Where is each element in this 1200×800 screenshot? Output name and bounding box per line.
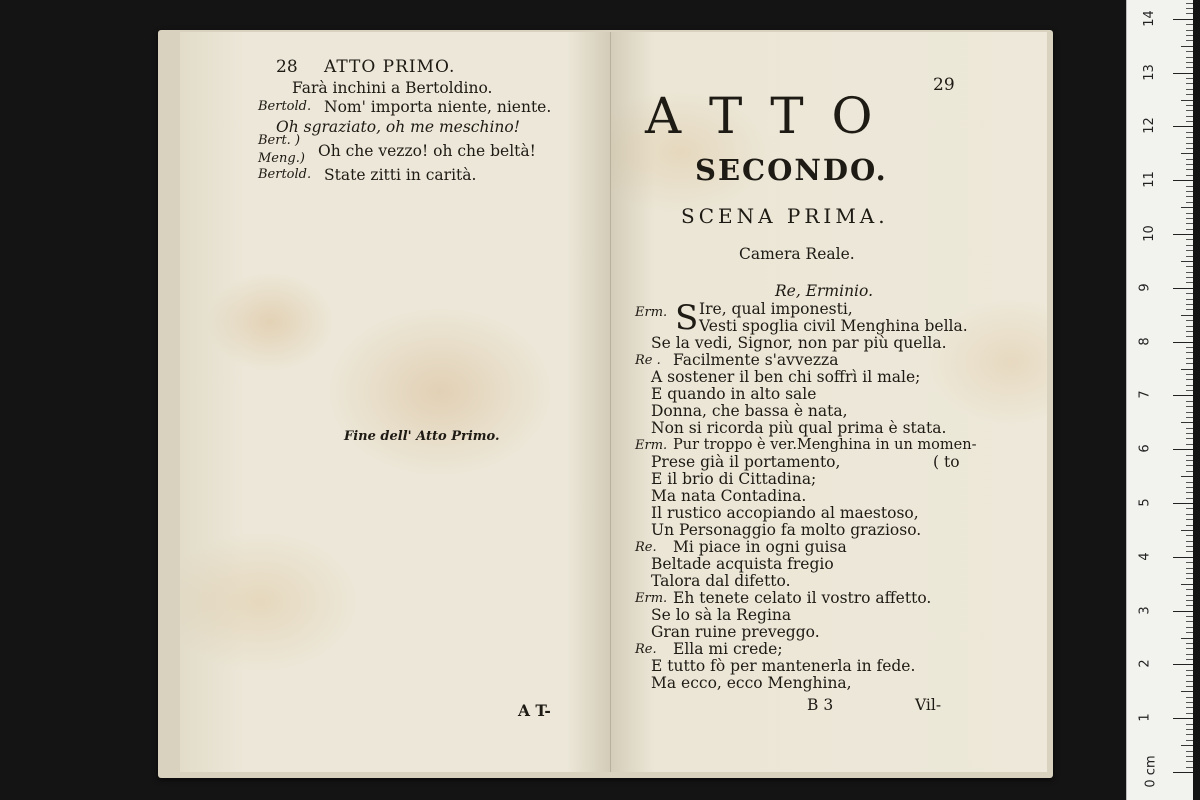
ruler-label: 2 [1137,659,1153,669]
scene-characters: Re, Erminio. [775,282,874,300]
speaker-erm-1: Erm. [635,305,668,320]
dialogue-line-18: Eh tenete celato il vostro affetto. [673,589,932,607]
drop-cap: S [675,298,699,338]
speaker-re-3: Re. [635,642,657,657]
left-running-head: ATTO PRIMO. [324,57,456,77]
left-line-2: Nom' importa niente, niente. [324,98,552,116]
ruler-tick [1186,94,1193,95]
ruler-tick [1186,729,1193,730]
dialogue-line-2: Vesti spoglia civil Menghina bella. [699,317,968,335]
left-line-7: State zitti in carità. [324,166,477,184]
ruler-tick [1186,401,1193,402]
ruler-label: 5 [1137,498,1153,507]
ruler-tick [1186,202,1193,203]
left-speaker-6: Meng.) [258,151,305,166]
ruler-tick [1186,702,1193,703]
speaker-re-2: Re. [635,540,657,555]
measuring-ruler [1126,0,1193,800]
ruler-tick [1186,492,1193,493]
ruler-tick [1181,638,1193,639]
ruler-tick [1186,121,1193,122]
ruler-label: 4 [1137,552,1153,561]
ruler-label: 9 [1137,283,1153,292]
ruler-tick [1186,589,1193,590]
ruler-label: 0 cm [1143,755,1159,788]
ruler-tick [1186,756,1193,757]
ruler-tick [1186,740,1193,741]
dialogue-line-1: Ire, qual imponesti, [699,300,853,318]
ruler-label: 3 [1137,605,1153,615]
dialogue-line-22: E tutto fò per mantenerla in fede. [651,657,916,675]
ruler-tick [1173,73,1193,74]
ruler-tick [1186,648,1193,649]
ruler-tick [1186,482,1193,483]
ruler-tick [1186,379,1193,380]
dialogue-line-3: Se la vedi, Signor, non par più quella. [651,334,947,352]
dialogue-line-12: Ma nata Contadina. [651,487,807,505]
ruler-tick [1186,326,1193,327]
ruler-tick [1186,675,1193,676]
ruler-tick [1186,455,1193,456]
ruler-label: 11 [1141,171,1157,188]
ruler-tick [1186,40,1193,41]
ruler-tick [1186,282,1193,283]
ruler-tick [1186,707,1193,708]
ruler-tick [1186,229,1193,230]
ruler-tick [1186,83,1193,84]
left-speaker-2: Bertold. [258,99,312,114]
ruler-tick [1186,444,1193,445]
ruler-label: 6 [1137,444,1153,453]
ruler-tick [1173,557,1193,558]
ruler-tick [1186,438,1193,439]
left-line-5: Oh che vezzo! oh che beltà! [318,142,536,160]
turnover-text: ( to [933,453,960,471]
ruler-label: 12 [1141,117,1157,135]
ruler-tick [1186,428,1193,429]
ruler-tick [1186,535,1193,536]
ruler-tick [1186,196,1193,197]
ruler-tick [1186,35,1193,36]
ruler-tick [1186,105,1193,106]
ruler-tick [1186,751,1193,752]
ruler-tick [1186,767,1193,768]
ruler-tick [1186,320,1193,321]
left-catchword: A T- [518,701,551,720]
ruler-tick [1186,632,1193,633]
ruler-tick [1186,132,1193,133]
ruler-tick [1186,643,1193,644]
ruler-tick [1186,62,1193,63]
dialogue-line-11: E il brio di Cittadina; [651,470,817,488]
ruler-tick [1186,697,1193,698]
ruler-label: 1 [1137,713,1153,722]
ruler-tick [1186,358,1193,359]
ruler-tick [1186,57,1193,58]
ruler-label: 14 [1141,10,1157,27]
ruler-tick [1186,761,1193,762]
ruler-tick [1186,24,1193,25]
ruler-tick [1186,159,1193,160]
ruler-tick [1186,525,1193,526]
ruler-tick [1186,519,1193,520]
dialogue-line-15: Mi piace in ogni guisa [673,538,847,556]
ruler-tick [1186,621,1193,622]
dialogue-line-21: Ella mi crede; [673,640,783,658]
speaker-re-1: Re . [635,353,661,368]
ruler-tick [1186,734,1193,735]
ruler-tick [1173,288,1193,289]
ruler-tick [1173,772,1193,773]
ruler-label: 8 [1137,336,1153,346]
ruler-tick [1186,8,1193,9]
ruler-tick [1186,724,1193,725]
ruler-tick [1173,395,1193,396]
ruler-tick [1173,503,1193,504]
ruler-tick [1186,78,1193,79]
dialogue-line-20: Gran ruine preveggo. [651,623,820,641]
ruler-tick [1186,568,1193,569]
act-subtitle: SECONDO. [695,153,888,187]
ruler-tick [1186,605,1193,606]
dialogue-line-19: Se lo sà la Regina [651,606,792,624]
ruler-tick [1186,30,1193,31]
ruler-tick [1186,573,1193,574]
dialogue-line-17: Talora dal difetto. [651,572,791,590]
ruler-tick [1186,110,1193,111]
ruler-tick [1186,186,1193,187]
dialogue-line-13: Il rustico accopiando al maestoso, [651,504,919,522]
ruler-tick [1186,277,1193,278]
ruler-tick [1186,169,1193,170]
ruler-tick [1173,342,1193,343]
ruler-tick [1186,551,1193,552]
ruler-tick [1186,293,1193,294]
dialogue-line-23: Ma ecco, ecco Menghina, [651,674,852,692]
ruler-tick [1186,654,1193,655]
dialogue-line-16: Beltade acquista fregio [651,555,834,573]
ruler-tick [1181,207,1193,208]
ruler-tick [1173,180,1193,181]
ruler-tick [1181,315,1193,316]
dialogue-line-8: Non si ricorda più qual prima è stata. [651,419,947,437]
right-page [611,32,1047,772]
ruler-tick [1186,191,1193,192]
dialogue-line-6: E quando in alto sale [651,385,817,403]
ruler-tick [1181,100,1193,101]
right-catchword: Vil- [915,696,942,714]
ruler-tick [1186,374,1193,375]
ruler-tick [1186,385,1193,386]
ruler-tick [1186,272,1193,273]
ruler-tick [1186,514,1193,515]
ruler-tick [1173,718,1193,719]
ruler-tick [1186,406,1193,407]
dialogue-line-4: Facilmente s'avvezza [673,351,839,369]
ruler-tick [1186,116,1193,117]
ruler-tick [1186,460,1193,461]
speaker-erm-3: Erm. [635,591,668,606]
ruler-tick [1186,541,1193,542]
ruler-tick [1186,600,1193,601]
ruler-tick [1186,417,1193,418]
ruler-tick [1181,584,1193,585]
signature-mark: B 3 [807,696,834,714]
ruler-tick [1186,3,1193,4]
ruler-tick [1186,546,1193,547]
left-line-1: Farà inchini a Bertoldino. [292,79,493,97]
ruler-tick [1186,616,1193,617]
ruler-tick [1186,487,1193,488]
ruler-label: 10 [1141,225,1157,242]
dialogue-line-5: A sostener il ben chi soffrì il male; [651,368,921,386]
ruler-tick [1173,234,1193,235]
ruler-tick [1186,681,1193,682]
ruler-tick [1173,126,1193,127]
ruler-tick [1173,664,1193,665]
left-page-number: 28 [276,57,298,77]
ruler-tick [1186,89,1193,90]
ruler-tick [1186,412,1193,413]
ruler-tick [1186,659,1193,660]
ruler-tick [1186,137,1193,138]
ruler-tick [1186,390,1193,391]
ruler-tick [1181,691,1193,692]
ruler-tick [1186,465,1193,466]
ruler-tick [1186,67,1193,68]
ruler-tick [1186,266,1193,267]
scene-title: SCENA PRIMA. [681,204,889,228]
ruler-tick [1186,508,1193,509]
ruler-tick [1186,51,1193,52]
ruler-tick [1181,422,1193,423]
ruler-tick [1186,256,1193,257]
ruler-label: 13 [1141,63,1157,81]
left-line-3: Oh sgraziato, oh me meschino! [276,118,520,136]
ruler-tick [1186,686,1193,687]
ruler-tick [1186,239,1193,240]
dialogue-line-7: Donna, che bassa è nata, [651,402,848,420]
ruler-tick [1186,245,1193,246]
ruler-tick [1186,309,1193,310]
ruler-tick [1186,471,1193,472]
end-of-act-note: Fine dell' Atto Primo. [344,429,500,444]
left-speaker-4: Bert. ) [258,133,301,148]
ruler-tick [1186,148,1193,149]
ruler-tick [1186,670,1193,671]
speaker-erm-2: Erm. [635,438,668,453]
ruler-tick [1186,336,1193,337]
ruler-tick [1186,223,1193,224]
ruler-tick [1181,46,1193,47]
ruler-tick [1186,218,1193,219]
ruler-tick [1173,449,1193,450]
ruler-tick [1186,627,1193,628]
ruler-tick [1186,498,1193,499]
act-title: A T T O [645,87,879,145]
ruler-tick [1181,476,1193,477]
ruler-tick [1186,595,1193,596]
ruler-tick [1186,433,1193,434]
ruler-tick [1186,363,1193,364]
ruler-tick [1173,611,1193,612]
ruler-tick [1186,578,1193,579]
ruler-tick [1186,331,1193,332]
left-page [180,32,611,772]
right-page-number: 29 [933,75,955,95]
ruler-tick [1186,562,1193,563]
ruler-tick [1186,299,1193,300]
ruler-tick [1186,175,1193,176]
ruler-tick [1186,213,1193,214]
ruler-tick [1186,250,1193,251]
ruler-tick [1181,261,1193,262]
dialogue-line-14: Un Personaggio fa molto grazioso. [651,521,922,539]
ruler-tick [1186,347,1193,348]
ruler-tick [1186,713,1193,714]
ruler-tick [1186,13,1193,14]
ruler-tick [1186,352,1193,353]
ruler-tick [1173,19,1193,20]
ruler-tick [1186,143,1193,144]
ruler-tick [1181,369,1193,370]
scene-setting: Camera Reale. [739,245,855,263]
ruler-tick [1181,153,1193,154]
ruler-tick [1186,164,1193,165]
dialogue-line-9: Pur troppo è ver.Menghina in un momen- [673,437,977,453]
ruler-tick [1181,745,1193,746]
dialogue-line-10: Prese già il portamento, [651,453,841,471]
left-speaker-7: Bertold. [258,167,312,182]
ruler-tick [1181,530,1193,531]
ruler-tick [1186,304,1193,305]
ruler-label: 7 [1137,390,1153,400]
